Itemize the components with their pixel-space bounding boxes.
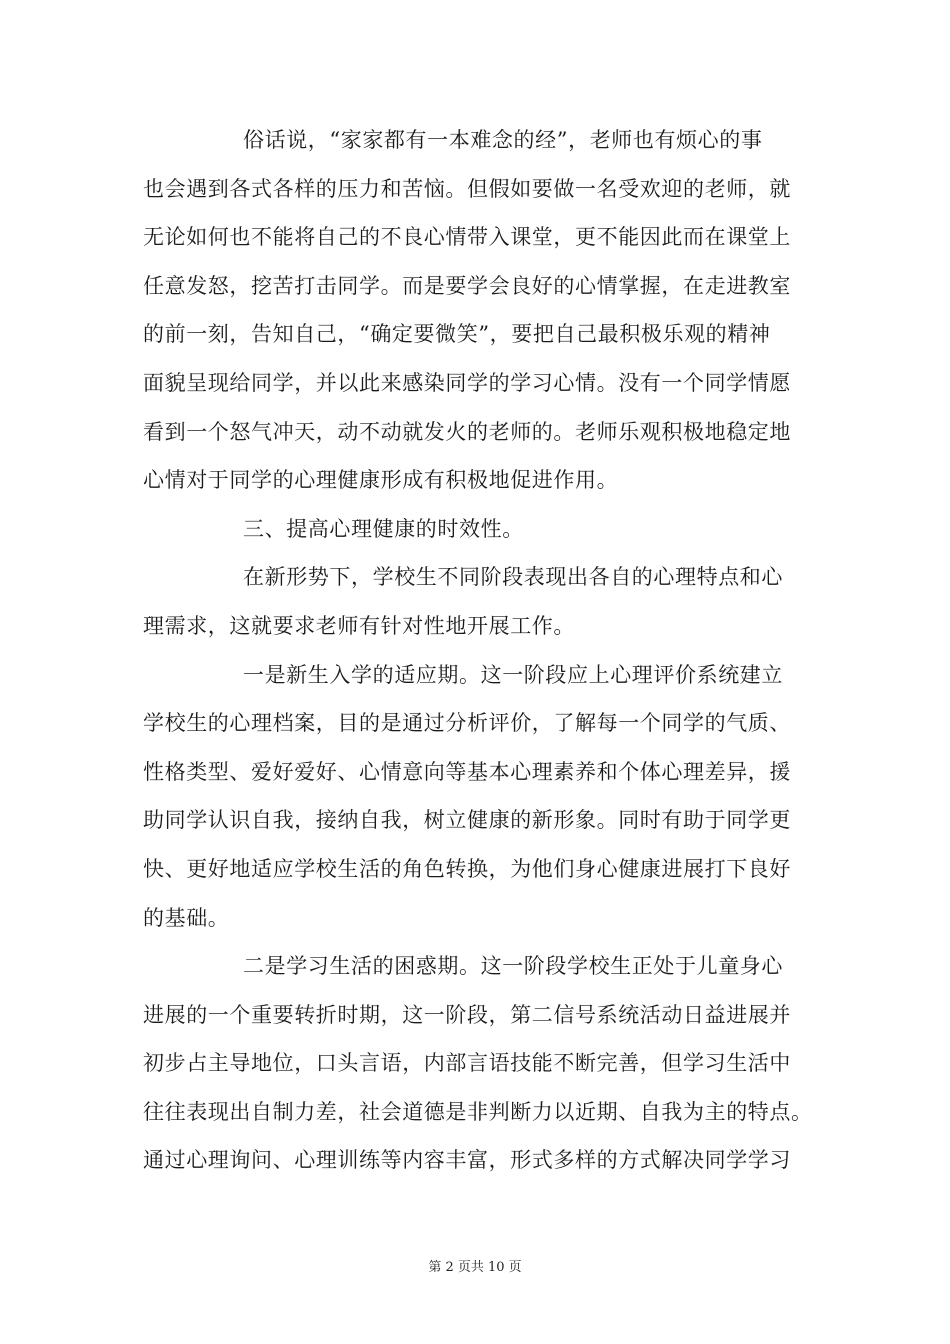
- text-line: 在新形势下，学校生不同阶段表现出各自的心理特点和心: [243, 565, 783, 590]
- text-line: 理需求，这就要求老师有针对性地开展工作。: [143, 613, 575, 638]
- text-line: 无论如何也不能将自己的不良心情带入课堂，更不能因此而在课堂上: [143, 225, 791, 250]
- page-number: 第 2 页共 10 页: [428, 1260, 522, 1275]
- text-line: 通过心理询问、心理训练等内容丰富，形式多样的方式解决同学学习: [143, 1148, 791, 1173]
- text-line: 学校生的心理档案，目的是通过分析评价，了解每一个同学的气质、: [143, 711, 791, 736]
- text-line: 快、更好地适应学校生活的角色转换，为他们身心健康进展打下良好: [143, 856, 791, 881]
- section-heading: 三、提高心理健康的时效性。: [243, 516, 524, 541]
- text-line: 往往表现出自制力差，社会道德是非判断力以近期、自我为主的特点。: [143, 1099, 813, 1124]
- text-line: 心情对于同学的心理健康形成有积极地促进作用。: [143, 468, 619, 493]
- text-line: 初步占主导地位，口头言语，内部言语技能不断完善，但学习生活中: [143, 1051, 791, 1076]
- text-line: 看到一个怒气冲天，动不动就发火的老师的。老师乐观积极地稳定地: [143, 419, 791, 444]
- text-line: 面貌呈现给同学，并以此来感染同学的学习心情。没有一个同学情愿: [143, 370, 791, 395]
- text-line: 的基础。: [143, 905, 230, 930]
- text-line: 俗话说，“家家都有一本难念的经”，老师也有烦心的事: [243, 128, 763, 152]
- text-line: 的前一刻，告知自己，“确定要微笑”，要把自己最积极乐观的精神: [143, 322, 771, 347]
- text-line: 进展的一个重要转折时期，这一阶段，第二信号系统活动日益进展并: [143, 1002, 791, 1027]
- text-line: 一是新生入学的适应期。这一阶段应上心理评价系统建立: [243, 662, 783, 687]
- text-line: 助同学认识自我，接纳自我，树立健康的新形象。同时有助于同学更: [143, 808, 791, 833]
- page-footer: [0, 1256, 950, 1275]
- text-line: 性格类型、爱好爱好、心情意向等基本心理素养和个体心理差异，援: [143, 759, 791, 784]
- text-line: 也会遇到各式各样的压力和苦恼。但假如要做一名受欢迎的老师，就: [143, 176, 791, 201]
- body-text: [143, 116, 823, 1185]
- text-line: 任意发怒，挖苦打击同学。而是要学会良好的心情掌握，在走进教室: [143, 273, 791, 298]
- text-line: 二是学习生活的困惑期。这一阶段学校生正处于儿童身心: [243, 954, 783, 979]
